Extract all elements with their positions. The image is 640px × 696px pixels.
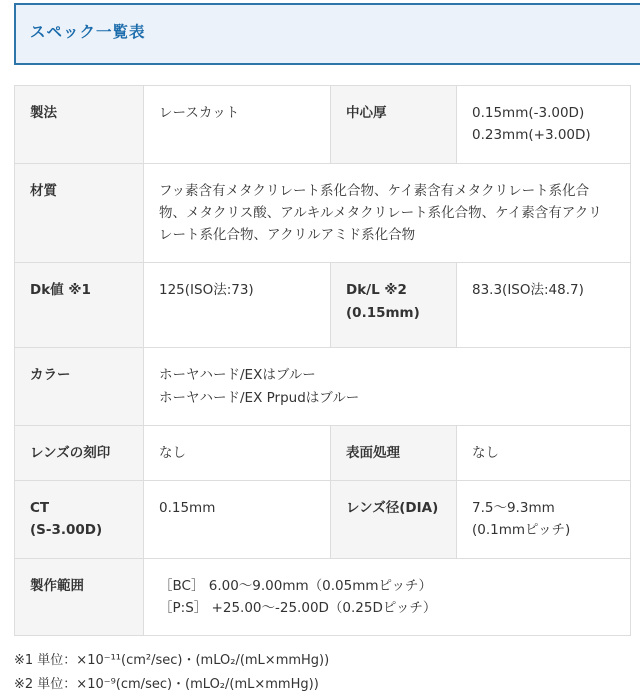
- spec-value-cell: [144, 481, 331, 559]
- table-row-zaishitsu: [15, 163, 631, 263]
- spec-label-cell: [15, 86, 144, 164]
- cell-line: (S-3.00D): [30, 522, 103, 539]
- spec-label-cell: [15, 558, 144, 636]
- cell-line: (0.1mmピッチ): [472, 522, 571, 539]
- spec-label-cell: [331, 425, 457, 480]
- cell-line: Dk値 ※1: [30, 282, 91, 299]
- cell-line: 製作範囲: [30, 577, 84, 594]
- spec-label-cell: [15, 163, 144, 263]
- footnote-2: ※2 単位：×10⁻⁹(cm/sec)・(mLO₂/(mL×mmHg)): [14, 676, 319, 692]
- spec-value-cell: [144, 558, 631, 636]
- table-row-seisaku-hani: [15, 558, 631, 636]
- cell-line: 中心厚: [346, 105, 387, 121]
- cell-line: ［BC］ 6.00〜9.00mm（0.05mmピッチ）: [159, 577, 432, 594]
- cell-line: ホーヤハード/EX Prpudはブルー: [159, 389, 360, 406]
- spec-value-cell: [144, 263, 331, 348]
- table-row-dk: [15, 263, 631, 348]
- cell-line: レンズの刻印: [30, 444, 111, 461]
- table-row-color: [15, 348, 631, 426]
- spec-value-cell: [457, 425, 631, 480]
- spec-label-cell: [15, 348, 144, 426]
- spec-value-cell: [144, 425, 331, 480]
- spec-label-cell: [331, 263, 457, 348]
- cell-line: 材質: [30, 182, 57, 199]
- cell-line: ホーヤハード/EXはブルー: [159, 367, 316, 384]
- spec-table: [14, 85, 631, 636]
- spec-value-cell: [457, 86, 631, 164]
- footnote-1: ※1 単位：×10⁻¹¹(cm²/sec)・(mLO₂/(mL×mmHg)): [14, 653, 330, 669]
- cell-line: なし: [472, 444, 499, 461]
- cell-line: 表面処理: [346, 444, 400, 461]
- cell-line: 製法: [30, 105, 57, 121]
- spec-label-cell: [15, 425, 144, 480]
- cell-line: レースカット: [159, 105, 240, 121]
- spec-label-cell: [331, 86, 457, 164]
- cell-line: 125(ISO法:73): [159, 282, 254, 299]
- section-header: [14, 3, 640, 65]
- cell-line: Dk/L ※2: [346, 282, 407, 299]
- spec-value-cell: [457, 481, 631, 559]
- spec-value-cell: [144, 348, 631, 426]
- cell-line: 0.15mm: [159, 500, 216, 517]
- cell-line: 0.23mm(+3.00D): [472, 127, 591, 144]
- table-row-kokuin: [15, 425, 631, 480]
- cell-line: フッ素含有メタクリレート系化合物、ケイ素含有メタクリレート系化合物、メタクリス酸、アルキルメタクリレート系化合物、ケイ素含有アクリレート系化合物、アクリルアミド系化合物: [159, 182, 602, 244]
- spec-label-cell: [15, 481, 144, 559]
- cell-line: レンズ径(DIA): [346, 500, 439, 517]
- footnotes: [14, 649, 640, 696]
- cell-line: なし: [159, 444, 186, 461]
- cell-line: CT: [30, 500, 50, 517]
- spec-value-cell: [144, 86, 331, 164]
- spec-value-cell: [144, 163, 631, 263]
- cell-line: 0.15mm(-3.00D): [472, 105, 585, 121]
- spec-value-cell: [457, 263, 631, 348]
- table-row-seihou: [15, 86, 631, 164]
- cell-line: ［P:S］ +25.00〜-25.00D（0.25Dピッチ）: [159, 599, 437, 616]
- spec-label-cell: [15, 263, 144, 348]
- page-title: スペック一覧表: [30, 23, 146, 41]
- cell-line: 7.5〜9.3mm: [472, 500, 555, 517]
- table-row-ct: [15, 481, 631, 559]
- spec-label-cell: [331, 481, 457, 559]
- cell-line: 83.3(ISO法:48.7): [472, 282, 584, 299]
- cell-line: (0.15mm): [346, 304, 420, 321]
- cell-line: カラー: [30, 367, 71, 384]
